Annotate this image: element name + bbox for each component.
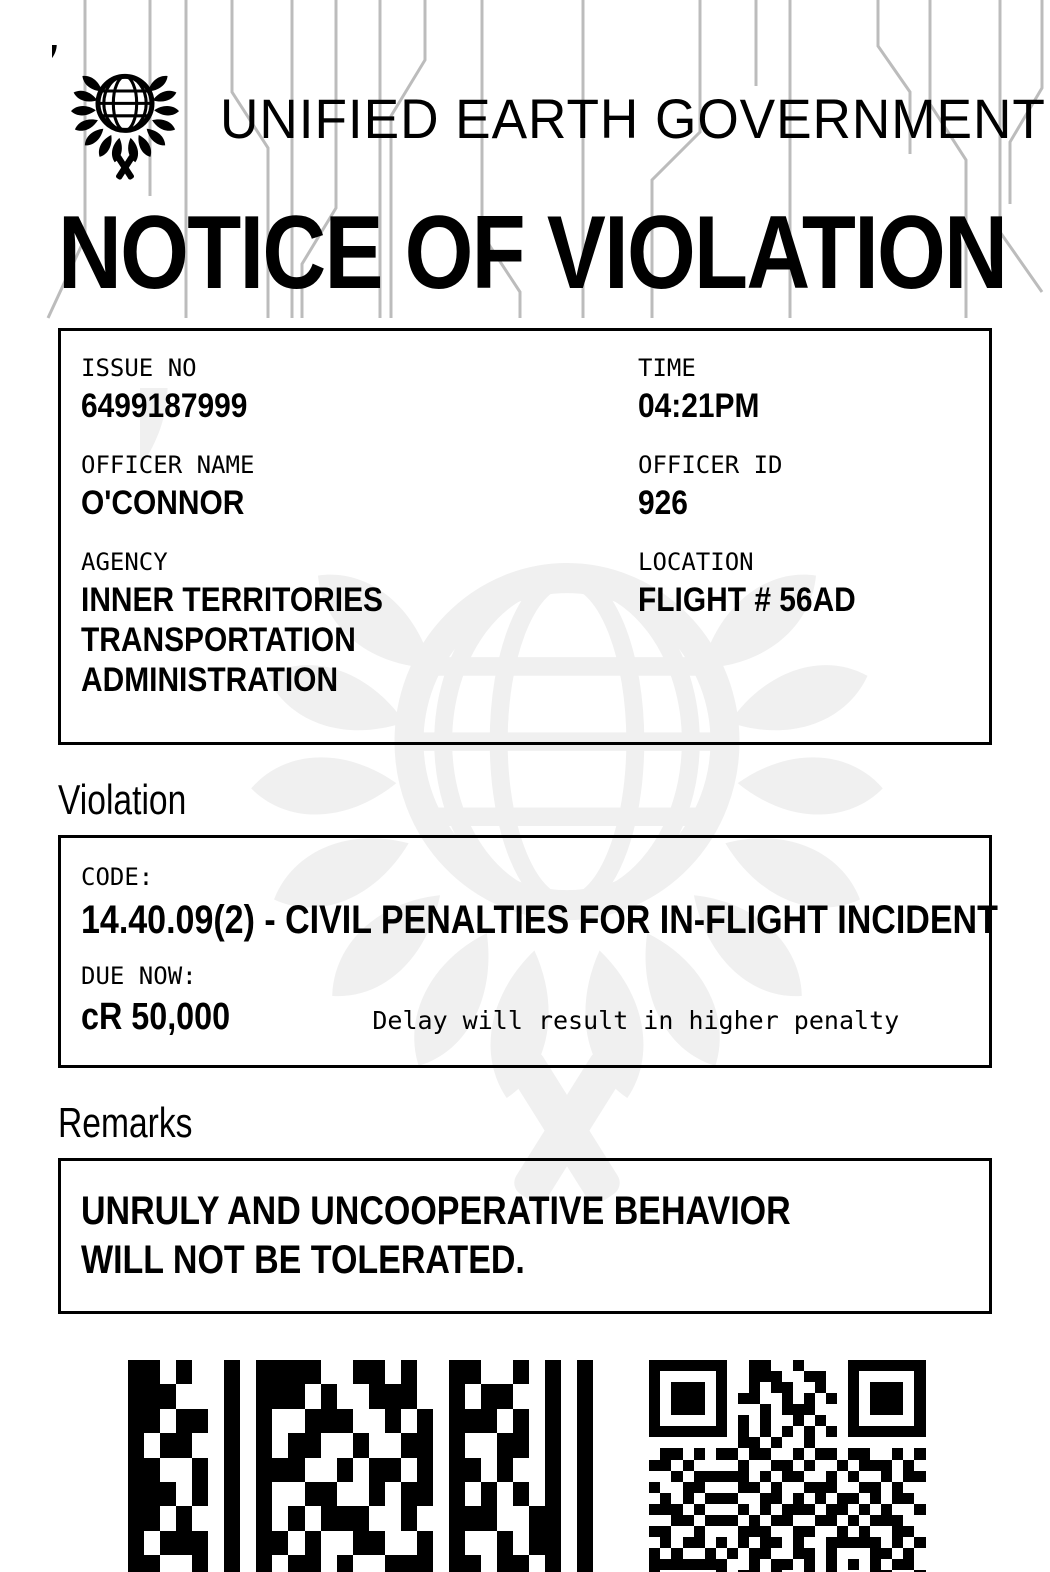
ticket-right-column (638, 353, 969, 724)
issue-no-label: ISSUE NO (81, 354, 197, 383)
ticket-info-box (58, 328, 992, 745)
officer-id-value: 926 (638, 484, 688, 523)
violation-box (58, 835, 998, 1068)
qr-code (649, 1360, 925, 1572)
org-name-text: UNIFIED EARTH GOVERNMENT (220, 87, 1046, 150)
issue-no-value: 6499187999 (81, 387, 248, 426)
officer-name-field (81, 450, 638, 523)
violation-section-title: Violation (58, 776, 187, 824)
code-value: 14.40.09(2) - CIVIL PENALTIES FOR IN-FLIGHT INCIDENT (81, 898, 998, 943)
due-penalty-note: Delay will result in higher penalty (372, 1006, 900, 1036)
time-value: 04:21PM (638, 387, 760, 426)
agency-value: INNER TERRITORIES TRANSPORTATION ADMINISTRATION (81, 581, 384, 700)
agency-label: AGENCY (81, 548, 168, 577)
due-amount: cR 50,000 (81, 996, 231, 1039)
org-name (220, 0, 1046, 151)
remarks-section-title: Remarks (58, 1099, 193, 1147)
issue-no-field (81, 353, 638, 426)
due-label: DUE NOW: (81, 962, 197, 991)
officer-name-value: O'CONNOR (81, 484, 245, 523)
time-field (638, 353, 969, 426)
due-block (81, 961, 969, 1039)
due-row (81, 995, 969, 1039)
page-title: NOTICE OF VIOLATION (58, 195, 1007, 311)
laurel-globe-emblem-icon (52, 45, 198, 191)
ticket-left-column (81, 353, 638, 724)
officer-id-label: OFFICER ID (638, 451, 783, 480)
remarks-text: UNRULY AND UNCOOPERATIVE BEHAVIOR WILL NOT BE TOLERATED. (81, 1189, 791, 1283)
location-value: FLIGHT # 56AD (638, 581, 856, 620)
location-label: LOCATION (638, 548, 754, 577)
header (58, 0, 1046, 192)
officer-id-field (638, 450, 969, 523)
stacked-2d-barcode (128, 1360, 593, 1572)
officer-name-label: OFFICER NAME (81, 451, 255, 480)
remarks-box (58, 1158, 992, 1314)
machine-codes-row (58, 1360, 992, 1572)
location-field (638, 547, 969, 620)
agency-field (81, 547, 638, 700)
code-label: CODE: (81, 863, 154, 892)
time-label: TIME (638, 354, 696, 383)
